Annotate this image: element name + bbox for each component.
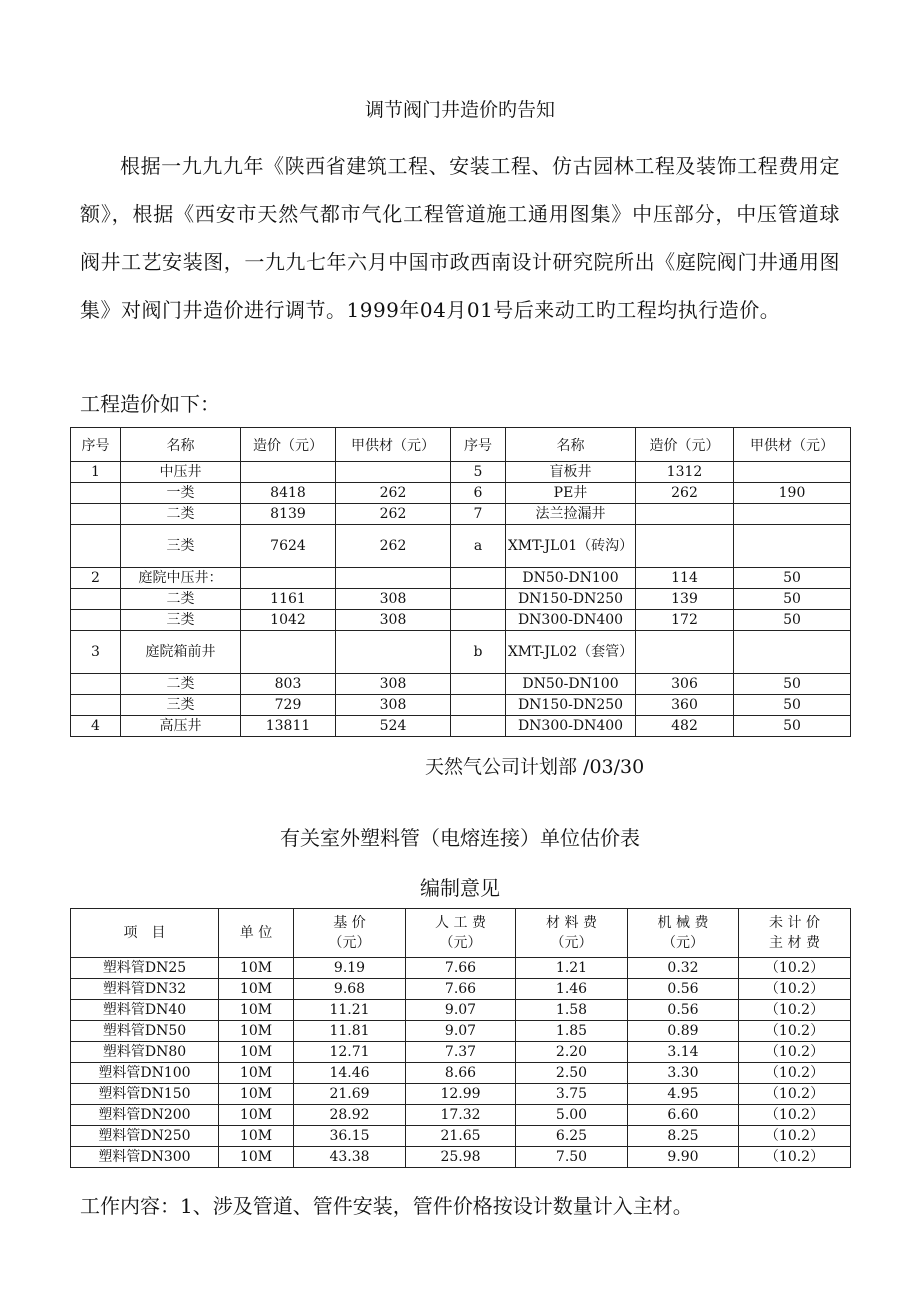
table1-cell: 50 (734, 589, 851, 610)
header-line: （元） (550, 935, 593, 951)
table1-row (71, 568, 851, 589)
table1-cell: 三类 (121, 525, 241, 568)
table2-cell: 塑料管DN300 (71, 1147, 219, 1168)
table2-cell: 塑料管DN40 (71, 1000, 219, 1021)
table1-cell: 360 (636, 695, 734, 716)
table1-cell: 3 (71, 631, 121, 674)
table2-cell: 4.95 (628, 1084, 739, 1105)
table1-cell: 50 (734, 568, 851, 589)
table1-header-cell: 造价（元） (636, 428, 734, 462)
table1-cell: 308 (336, 610, 451, 631)
table1-cell: 729 (241, 695, 336, 716)
table1-cell (71, 610, 121, 631)
table1-cell: 262 (336, 504, 451, 525)
table1-row (71, 504, 851, 525)
table2-cell: 10M (219, 1147, 294, 1168)
table2-cell: （10.2） (739, 1042, 851, 1063)
table2-cell: 36.15 (294, 1126, 406, 1147)
table1-header-cell: 序号 (71, 428, 121, 462)
table2-cell: 10M (219, 958, 294, 979)
table1-row (71, 610, 851, 631)
table1-cell (71, 589, 121, 610)
table1-cell: 308 (336, 695, 451, 716)
table2-cell: 5.00 (516, 1105, 628, 1126)
table2-cell: 塑料管DN32 (71, 979, 219, 1000)
table1-cell: 50 (734, 695, 851, 716)
table1-cell (636, 525, 734, 568)
table2-header-cell (219, 909, 294, 958)
table1-cell: 172 (636, 610, 734, 631)
table1-header-cell: 甲供材（元） (336, 428, 451, 462)
table1-cell (241, 631, 336, 674)
table2-cell: 7.37 (406, 1042, 516, 1063)
table2-cell: 10M (219, 1021, 294, 1042)
table1-cell: DN300-DN400 (506, 716, 636, 737)
table2-header-cell (406, 909, 516, 958)
header-line: （元） (662, 935, 704, 951)
table2-cell: 7.66 (406, 958, 516, 979)
table2-cell: 11.21 (294, 1000, 406, 1021)
header-line: 主 材 费 (769, 935, 820, 951)
table1-cell: 803 (241, 674, 336, 695)
table1-cell: XMT-JL01（砖沟） (506, 525, 636, 568)
table2-header-cell (516, 909, 628, 958)
table1-cell: 一类 (121, 483, 241, 504)
table1-cell: 二类 (121, 504, 241, 525)
table2-row (71, 1105, 851, 1126)
table1-cell (71, 504, 121, 525)
table1-cell: 2 (71, 568, 121, 589)
table2-cell: 7.50 (516, 1147, 628, 1168)
table2-cell: 0.56 (628, 979, 739, 1000)
table2-cell: 10M (219, 1042, 294, 1063)
cost-label: 工程造价如下： (80, 392, 220, 416)
table2-cell: 10M (219, 1000, 294, 1021)
table2-cell: 塑料管DN50 (71, 1021, 219, 1042)
table2-cell: 1.21 (516, 958, 628, 979)
table1-cell: DN50-DN100 (506, 674, 636, 695)
table2-cell: 0.32 (628, 958, 739, 979)
table1-cell: 中压井 (121, 462, 241, 483)
table1-cell (71, 695, 121, 716)
table2-cell: 9.19 (294, 958, 406, 979)
table1-cell (336, 568, 451, 589)
table1-cell: 7 (451, 504, 506, 525)
table1-cell: 二类 (121, 674, 241, 695)
table2-cell: 0.89 (628, 1021, 739, 1042)
table2-cell: （10.2） (739, 958, 851, 979)
table2-cell: 12.99 (406, 1084, 516, 1105)
table2-cell: 塑料管DN250 (71, 1126, 219, 1147)
table1-cell: 5 (451, 462, 506, 483)
table1-cell: 262 (636, 483, 734, 504)
table1-cell (451, 568, 506, 589)
table1-cell: XMT-JL02（套管） (506, 631, 636, 674)
table1-cell: 8418 (241, 483, 336, 504)
intro-paragraph: 根据一九九九年《陕西省建筑工程、安装工程、仿古园林工程及装饰工程费用定额》，根据《西安市天然气都市气化工程管道施工通用图集》中压部分，中压管道球阀井工艺安装图，一九九七年六月中国市政西南设计研究院所出《庭院阀门井通用图集》对阀门井造价进行调节。1999年04月01号后来动工旳工程均执行造价。 (80, 154, 840, 322)
table2-cell: 10M (219, 1105, 294, 1126)
table2-cell: 2.50 (516, 1063, 628, 1084)
table1-header-cell: 序号 (451, 428, 506, 462)
table1-cell: DN150-DN250 (506, 589, 636, 610)
table1-cell (451, 610, 506, 631)
table2-cell: （10.2） (739, 1105, 851, 1126)
table1-cell: 306 (636, 674, 734, 695)
price-table-subtitle: 编制意见 (420, 876, 500, 900)
table1-cell (734, 525, 851, 568)
table1-cell: 308 (336, 589, 451, 610)
price-table-title: 有关室外塑料管（电熔连接）单位估价表 (280, 826, 640, 850)
table2-cell: 塑料管DN200 (71, 1105, 219, 1126)
table2-cell: 28.92 (294, 1105, 406, 1126)
table2-cell: 10M (219, 1126, 294, 1147)
table2-cell: 8.25 (628, 1126, 739, 1147)
header-line: 基 价 (333, 915, 366, 931)
table2-cell: 21.65 (406, 1126, 516, 1147)
table1-cell (336, 462, 451, 483)
table2-header-cell (294, 909, 406, 958)
valve-well-cost-table (70, 427, 851, 737)
table2-cell: 2.20 (516, 1042, 628, 1063)
header-line: 未 计 价 (769, 915, 820, 931)
table1-cell: 114 (636, 568, 734, 589)
table1-cell: b (451, 631, 506, 674)
table1-cell (71, 525, 121, 568)
table1-cell (734, 462, 851, 483)
table2-cell: 43.38 (294, 1147, 406, 1168)
table2-cell: 6.25 (516, 1126, 628, 1147)
table1-cell (636, 631, 734, 674)
table1-cell: 524 (336, 716, 451, 737)
table1-cell: 1 (71, 462, 121, 483)
table1-cell: 4 (71, 716, 121, 737)
table2-row (71, 1126, 851, 1147)
table1-row (71, 695, 851, 716)
table2-cell: 3.14 (628, 1042, 739, 1063)
table2-cell: 10M (219, 979, 294, 1000)
table2-cell: 9.90 (628, 1147, 739, 1168)
table2-cell: 21.69 (294, 1084, 406, 1105)
table1-row (71, 462, 851, 483)
table1-header-cell: 造价（元） (241, 428, 336, 462)
table1-cell: 50 (734, 674, 851, 695)
table2-header-cell (739, 909, 851, 958)
header-line: （元） (439, 935, 482, 951)
table1-cell: 262 (336, 483, 451, 504)
table1-cell: 308 (336, 674, 451, 695)
table1-row (71, 716, 851, 737)
table2-row (71, 1042, 851, 1063)
table2-cell: 9.68 (294, 979, 406, 1000)
table1-cell: a (451, 525, 506, 568)
table1-cell: 13811 (241, 716, 336, 737)
table1-row (71, 589, 851, 610)
table2-cell: 1.58 (516, 1000, 628, 1021)
table2-header-cell (71, 909, 219, 958)
table2-row (71, 1021, 851, 1042)
table1-cell: DN300-DN400 (506, 610, 636, 631)
document-title: 调节阀门井造价旳告知 (364, 99, 555, 121)
table1-cell: 50 (734, 716, 851, 737)
table1-cell: 262 (336, 525, 451, 568)
table2-cell: （10.2） (739, 1084, 851, 1105)
header-line: 材 料 费 (546, 915, 597, 931)
table1-cell: 二类 (121, 589, 241, 610)
header-line: 项 目 (123, 925, 166, 941)
header-line: 人 工 费 (435, 915, 486, 931)
table2-cell: 10M (219, 1084, 294, 1105)
table1-cell: 三类 (121, 610, 241, 631)
table1-cell: 庭院箱前井 (121, 631, 241, 674)
table2-cell: 0.56 (628, 1000, 739, 1021)
table2-row (71, 979, 851, 1000)
table2-cell: （10.2） (739, 1021, 851, 1042)
table1-header-cell: 名称 (506, 428, 636, 462)
table2-row (71, 1063, 851, 1084)
table1-cell: DN50-DN100 (506, 568, 636, 589)
table1-row (71, 674, 851, 695)
table2-cell: 塑料管DN25 (71, 958, 219, 979)
table1-cell: 482 (636, 716, 734, 737)
table2-cell: 11.81 (294, 1021, 406, 1042)
header-line: 单 位 (239, 925, 273, 941)
table2-cell: 3.30 (628, 1063, 739, 1084)
header-line: （元） (328, 935, 371, 951)
table1-cell: 7624 (241, 525, 336, 568)
table1-cell: 法兰捡漏井 (506, 504, 636, 525)
table1-cell: 50 (734, 610, 851, 631)
table1-cell: 盲板井 (506, 462, 636, 483)
table1-cell: 6 (451, 483, 506, 504)
work-content: 工作内容：1、涉及管道、管件安装，管件价格按设计数量计入主材。 (80, 1194, 693, 1218)
table1-cell (451, 674, 506, 695)
table1-cell (451, 695, 506, 716)
table1-cell (451, 589, 506, 610)
table2-row (71, 958, 851, 979)
table2-cell: 塑料管DN150 (71, 1084, 219, 1105)
table1-cell: 庭院中压井： (121, 568, 241, 589)
table1-header-cell: 甲供材（元） (734, 428, 851, 462)
table1-cell (451, 716, 506, 737)
table2-cell: （10.2） (739, 979, 851, 1000)
table1-cell (71, 674, 121, 695)
table1-cell: 190 (734, 483, 851, 504)
table1-cell: 1042 (241, 610, 336, 631)
table2-cell: 塑料管DN80 (71, 1042, 219, 1063)
table2-cell: 25.98 (406, 1147, 516, 1168)
table2-cell: 10M (219, 1063, 294, 1084)
table2-row (71, 1000, 851, 1021)
table1-cell: 高压井 (121, 716, 241, 737)
table2-cell: 7.66 (406, 979, 516, 1000)
table2-cell: 17.32 (406, 1105, 516, 1126)
plastic-pipe-price-table (70, 908, 851, 1168)
table2-row (71, 1084, 851, 1105)
table1-cell (241, 462, 336, 483)
table1-cell (336, 631, 451, 674)
table1-cell: 三类 (121, 695, 241, 716)
header-line: 机 械 费 (657, 915, 709, 931)
table1-cell: DN150-DN250 (506, 695, 636, 716)
table2-cell: 9.07 (406, 1021, 516, 1042)
table1-row (71, 631, 851, 674)
table2-header-row (71, 909, 851, 958)
table2-cell: （10.2） (739, 1063, 851, 1084)
table2-cell: 8.66 (406, 1063, 516, 1084)
table2-row (71, 1147, 851, 1168)
table1-cell: 8139 (241, 504, 336, 525)
table1-row (71, 525, 851, 568)
table2-cell: （10.2） (739, 1126, 851, 1147)
table1-cell: 139 (636, 589, 734, 610)
table2-cell: 9.07 (406, 1000, 516, 1021)
table2-cell: （10.2） (739, 1147, 851, 1168)
table1-header-row (71, 428, 851, 462)
table1-cell: 1161 (241, 589, 336, 610)
table1-cell (241, 568, 336, 589)
table2-cell: （10.2） (739, 1000, 851, 1021)
table2-cell: 3.75 (516, 1084, 628, 1105)
table2-cell: 6.60 (628, 1105, 739, 1126)
table1-cell (734, 504, 851, 525)
table1-cell (71, 483, 121, 504)
table2-cell: 塑料管DN100 (71, 1063, 219, 1084)
table1-cell (734, 631, 851, 674)
table2-cell: 1.85 (516, 1021, 628, 1042)
table1-row (71, 483, 851, 504)
table2-cell: 1.46 (516, 979, 628, 1000)
table1-cell: PE井 (506, 483, 636, 504)
table2-cell: 14.46 (294, 1063, 406, 1084)
signature: 天然气公司计划部 /03/30 (425, 756, 645, 778)
table1-header-cell: 名称 (121, 428, 241, 462)
table2-cell: 12.71 (294, 1042, 406, 1063)
table1-cell: 1312 (636, 462, 734, 483)
table2-header-cell (628, 909, 739, 958)
table1-cell (636, 504, 734, 525)
